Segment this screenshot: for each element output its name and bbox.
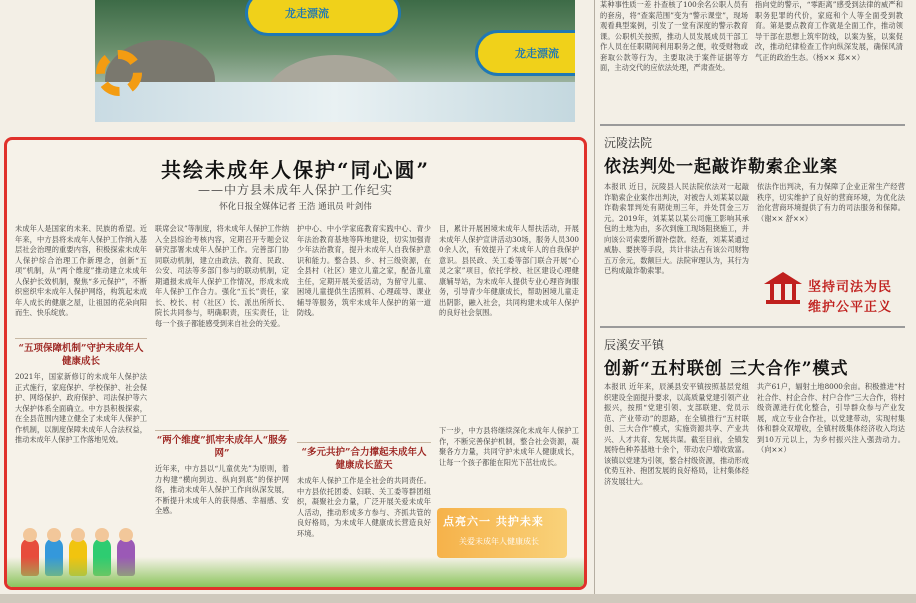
river-water <box>95 82 575 122</box>
article-byline: 怀化日报全媒体记者 王浩 通讯员 叶剑伟 <box>219 202 372 212</box>
column-divider <box>594 0 595 594</box>
article-column: 未成年人是国家的未来、民族的希望。近年来，中方县将未成年人保护工作纳入基层社会治理的重要内容，积极探索未成年人保护综合治理工作新理念，创新“五项”机制，从“两个维度”推动建立未成年人保护长效机制，聚焦“多元保护”，不断织密织牢未成年人保护网络，构筑起未成年人成长的健康之屋，让祖国的花朵向阳而生、快乐绽放。 <box>15 224 147 317</box>
section-divider <box>600 124 905 126</box>
section-label: 沅陵法院 <box>604 136 653 150</box>
article-subheading: “多元共护”合力撑起未成年人健康成长蓝天 <box>297 446 431 472</box>
banner-caption: 关爱未成年人健康成长 <box>459 537 539 546</box>
child-head <box>71 528 85 542</box>
slogan-line: 坚持司法为民 <box>808 280 893 295</box>
article-column: 本报讯 近年来，辰溪县安平镇按照基层党组织建设全面提升要求，以高质量党建引领产业振兴，按照“党建引领、支部联建、党员示范、产业带动”的思路，在全镇推行“五村联创、三大合作”模式，实施资源共享、产业共兴、人才共育、发展共谋。截至目前，全镇发展特色种养基地十余个，带动农户增收致富。该镇以党建为引领，整合村级资源，推动形成优势互补、抱团发展的良好格局，让村集体经济发展壮大。 <box>604 382 749 486</box>
raft-logo-text: 龙走漂流 <box>285 7 329 20</box>
raft-logo-text: 龙走漂流 <box>515 47 559 60</box>
article-title: 创新“五村联创 三大合作”模式 <box>604 359 849 379</box>
article-subtitle: ——中方县未成年人保护工作纪实 <box>197 183 393 197</box>
article-subheading: “两个维度”抓牢未成年人“服务网” <box>156 435 288 459</box>
article-column: 2021年，国家新修订的未成年人保护法正式施行，家庭保护、学校保护、社会保护、网络保护、政府保护、司法保护等六大保护体系全面确立。中方县积极探索，在全县范围内建立健全了未成年人保护工作机制，以制度保障未成年人合法权益，推动未成年人保护工作落地见效。 <box>15 372 147 444</box>
article-column: 下一步，中方县将继续深化未成年人保护工作，不断完善保护机制，整合社会资源，凝聚各方力量，共同守护未成年人健康成长，让每一个孩子都能在阳光下茁壮成长。 <box>439 426 579 467</box>
article-subheading: “五项保障机制”守护未成年人健康成长 <box>15 342 147 368</box>
article-column: 指向党的警示，“零距离”感受到法律的威严和职务犯罪的代价，家庭和个人等全面受到教育。第是要点教育工作就是全面工作，推动领导干部在思想上筑牢防线，以案为鉴，以案促改，推动纪律检查工作向纵深发展，确保风清气正的政治生态。（杨×× 郑××） <box>755 0 903 62</box>
article-column: 某种事性质一差 扑查核了100余名公职人员有的套房，将“查案范围”变为“警示课堂”，现场观看典型案例，引发了一堂有深度的警示教育课。公职机关按照，推动人员发展成员干部工作人员在任职期间利用职务之便，收受财物或套取公款等行为，主要取决于案件证据等方面，主动交代的应依法处理，严肃查处。 <box>600 0 748 72</box>
child-head <box>119 528 133 542</box>
article-column: 目，累计开展困境未成年人帮扶活动，开展未成年人保护宣讲活动30场，服务人员3000余人次，有效提升了未成年人的自我保护意识。县民政、关工委等部门联合开展“心灵之家”项目，依托学校、社区建设心理健康辅导站，为未成年人提供专业心理咨询服务，引导青少年健康成长，帮助困境儿童走出阴影，融入社会，共同构建未成年人保护的良好社会氛围。 <box>439 224 579 317</box>
article-column: 护中心、中小学家庭教育实践中心、青少年法治教育基地等阵地建设，切实加强青少年法治教育，提升未成年人自我保护意识和能力。整合县、乡、村三级资源，在全县村（社区）建立儿童之家，配备儿童主任，定期开展关爱活动，为留守儿童、困境儿童提供生活照料、心理疏导、课业辅导等服务，筑牢未成年人保护的第一道防线。 <box>297 224 431 317</box>
article-column: 未成年人保护工作是全社会的共同责任。中方县依托团委、妇联、关工委等群团组织，凝聚社会力量，广泛开展关爱未成年人活动，推动形成多方参与、齐抓共管的良好格局，为未成年人健康成长营造良好环境。 <box>297 476 431 538</box>
children-day-banner <box>437 508 567 558</box>
child-head <box>47 528 61 542</box>
life-ring-icon <box>96 50 142 96</box>
article-column: 近年来，中方县以“儿童优先”为原则，着力构建“横向到边、纵向到底”的保护网络，推动未成年人保护工作向纵深发展，不断提升未成年人的获得感、幸福感、安全感。 <box>155 464 289 515</box>
article-column: 依法作出判决，有力保障了企业正常生产经营秩序，切实维护了良好的营商环境，为优化法治化营商环境提供了有力的司法服务和保障。（谢×× 舒××） <box>757 182 905 223</box>
right-top-article <box>600 0 905 110</box>
article-column: 联席会议”等制度，将未成年人保护工作纳入全县综治考核内容，定期召开专题会议研究部署未成年人保护工作。完善部门协同联动机制，建立由政法、教育、民政、公安、司法等多部门参与的联动机制，定期通报未成年人保护工作情况，形成未成年人保护工作合力。强化“五长”责任，家长、校长、村（社区）长、派出所所长、院长共同参与，明确职责，压实责任，让每一个孩子都能感受到来自社会的关爱。 <box>155 224 289 328</box>
rafting-photo <box>95 0 575 122</box>
decorative-wave <box>7 557 584 587</box>
article-title: 共绘未成年人保护“同心圆” <box>160 158 430 182</box>
article-title: 依法判处一起敲诈勒索企业案 <box>604 157 838 177</box>
article-column: 共产61户，辐射土地8000余亩。积极推进“村社合作、村企合作、村户合作”三大合作，将村级资源进行优化整合，引导群众参与产业发展，成立专业合作社，以党建带动，实现村集体和群众双增收，全镇村级集体经济收入均达到10万元以上，为乡村振兴注入强劲动力。（向××） <box>757 382 905 454</box>
article-column: 本报讯 近日，沅陵县人民法院依法对一起敲诈勒索企业案作出判决，对被告人刘某某以敲诈勒索罪判处有期徒刑三年，并处罚金三万元。2019年，刘某某以某公司施工影响其承包的土地为由，多次到施工现场阻挠施工，并向该公司索要所谓补偿款。经查，刘某某通过威胁、要挟等手段，共计非法占有该公司财物五万余元，数额巨大。法院审理认为，其行为已构成敲诈勒索罪。 <box>604 182 749 275</box>
page-bottom-edge <box>0 594 916 603</box>
child-head <box>23 528 37 542</box>
slogan-stamp <box>758 268 906 324</box>
section-label: 辰溪安平镇 <box>604 338 665 352</box>
child-head <box>95 528 109 542</box>
slogan-line: 维护公平正义 <box>808 300 893 315</box>
banner-headline: 点亮六一 共护未来 <box>443 515 544 528</box>
court-emblem-icon <box>760 270 806 322</box>
highlighted-article <box>4 137 587 590</box>
section-divider <box>600 326 905 328</box>
